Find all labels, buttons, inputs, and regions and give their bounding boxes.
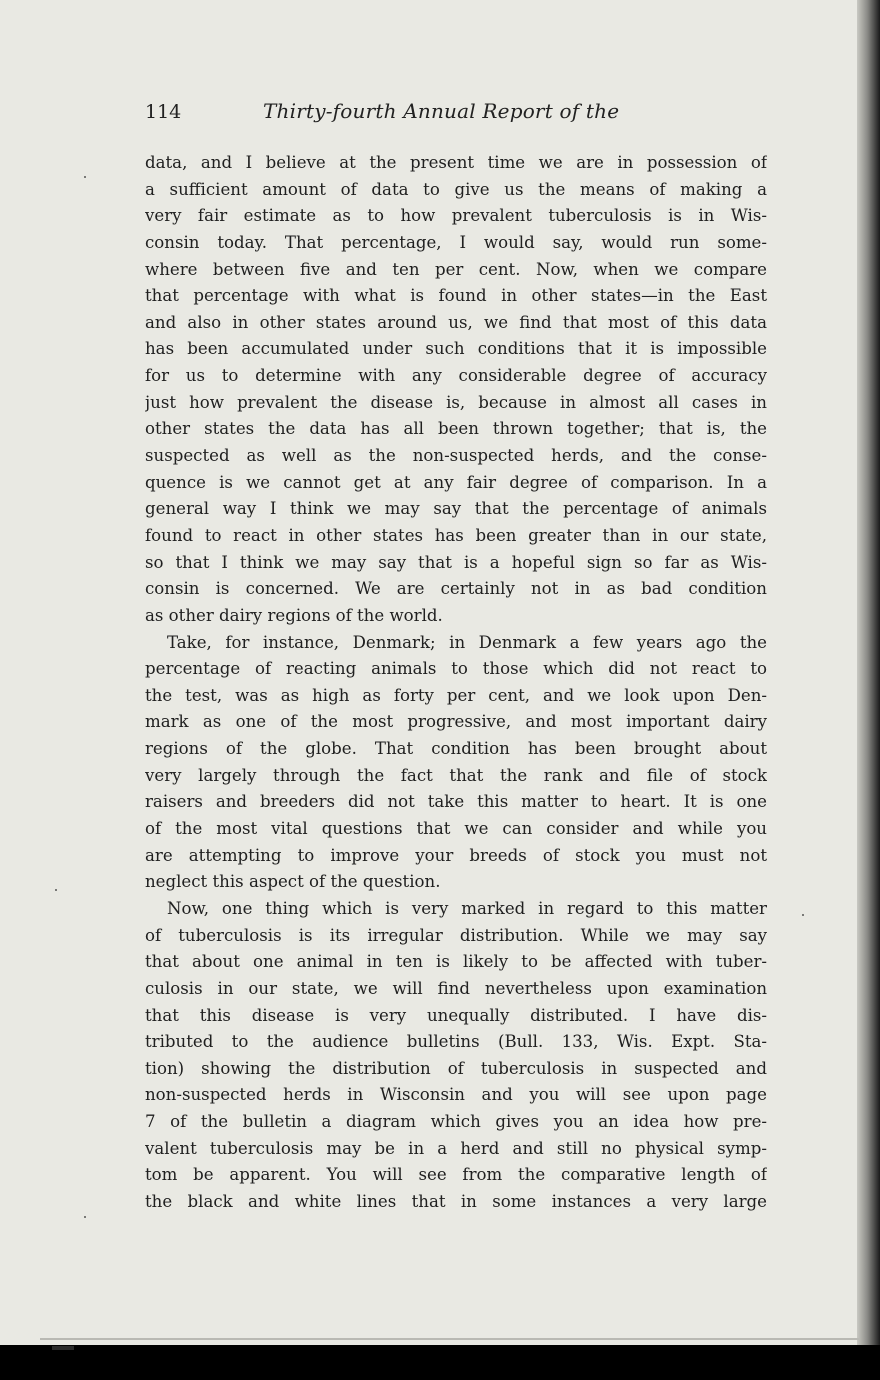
text-line: and also in other states around us, we find that most of this data: [145, 312, 767, 332]
scan-bottom-border: [0, 1345, 880, 1380]
text-line: found to react in other states has been greater than in our state,: [145, 525, 767, 545]
text-line: percentage of reacting animals to those which did not react to: [145, 659, 767, 679]
book-spine-shadow: [857, 0, 880, 1345]
text-line: tom be apparent. You will see from the comparative length of: [145, 1165, 767, 1185]
text-line: other states the data has all been thrown together; that is, the: [145, 419, 767, 439]
paper-speck: [802, 914, 804, 916]
text-line: raisers and breeders did not take this matter to heart. It is one: [145, 792, 767, 812]
paper-speck: [84, 1216, 86, 1218]
text-line: of tuberculosis is its irregular distribution. While we may say: [145, 925, 767, 945]
text-line: just how prevalent the disease is, because in almost all cases in: [145, 392, 767, 412]
text-line: Take, for instance, Denmark; in Denmark a few years ago the: [167, 632, 767, 652]
text-line: general way I think we may say that the percentage of animals: [145, 499, 767, 519]
bottom-edge-rule: [40, 1338, 860, 1340]
text-line: culosis in our state, we will find nevertheless upon examination: [145, 978, 767, 998]
text-line: where between five and ten per cent. Now, when we compare: [145, 259, 767, 279]
text-line: consin today. That percentage, I would say, would run some-: [145, 232, 767, 252]
text-line: consin is concerned. We are certainly not in as bad condition: [145, 579, 767, 599]
text-line: that this disease is very unequally distributed. I have dis-: [145, 1005, 767, 1025]
text-line: has been accumulated under such conditions that it is impossible: [145, 339, 767, 359]
text-line: the black and white lines that in some instances a very large: [145, 1191, 767, 1211]
text-line: so that I think we may say that is a hopeful sign so far as Wis-: [145, 552, 767, 572]
text-line: of the most vital questions that we can consider and while you: [145, 819, 767, 839]
paper-speck: [84, 176, 86, 178]
text-line: very largely through the fact that the rank and file of stock: [145, 765, 767, 785]
text-line: quence is we cannot get at any fair degree of comparison. In a: [145, 472, 767, 492]
text-line: are attempting to improve your breeds of stock you must not: [145, 845, 767, 865]
paper-speck: [55, 889, 57, 891]
text-line: suspected as well as the non-suspected herds, and the conse-: [145, 446, 767, 466]
page-header: [145, 97, 765, 131]
text-line: tion) showing the distribution of tuberculosis in suspected and: [145, 1058, 767, 1078]
text-line: non-suspected herds in Wisconsin and you will see upon page: [145, 1085, 767, 1105]
text-line: regions of the globe. That condition has been brought about: [145, 739, 767, 759]
text-line: data, and I believe at the present time we are in possession of: [145, 153, 767, 172]
page-number: 114: [145, 101, 182, 123]
text-line: the test, was as high as forty per cent, and we look upon Den-: [145, 685, 767, 705]
corner-mark: [52, 1346, 74, 1350]
text-line: tributed to the audience bulletins (Bull. 133, Wis. Expt. Sta-: [145, 1032, 767, 1052]
text-line: valent tuberculosis may be in a herd and still no physical symp-: [145, 1138, 767, 1158]
text-line: neglect this aspect of the question.: [145, 872, 441, 892]
text-line: that percentage with what is found in other states—in the East: [145, 286, 767, 306]
text-line: a sufficient amount of data to give us the means of making a: [145, 179, 767, 199]
text-line: 7 of the bulletin a diagram which gives you an idea how pre-: [145, 1112, 767, 1132]
text-line: as other dairy regions of the world.: [145, 605, 443, 625]
text-line: mark as one of the most progressive, and most important dairy: [145, 712, 767, 732]
text-line: that about one animal in ten is likely to be affected with tuber-: [145, 952, 767, 972]
body-text: [145, 150, 767, 1216]
text-line: Now, one thing which is very marked in regard to this matter: [167, 898, 767, 918]
text-line: for us to determine with any considerable degree of accuracy: [145, 366, 767, 386]
running-title: Thirty-fourth Annual Report of the: [263, 99, 620, 123]
text-line: very fair estimate as to how prevalent tuberculosis is in Wis-: [145, 206, 767, 226]
